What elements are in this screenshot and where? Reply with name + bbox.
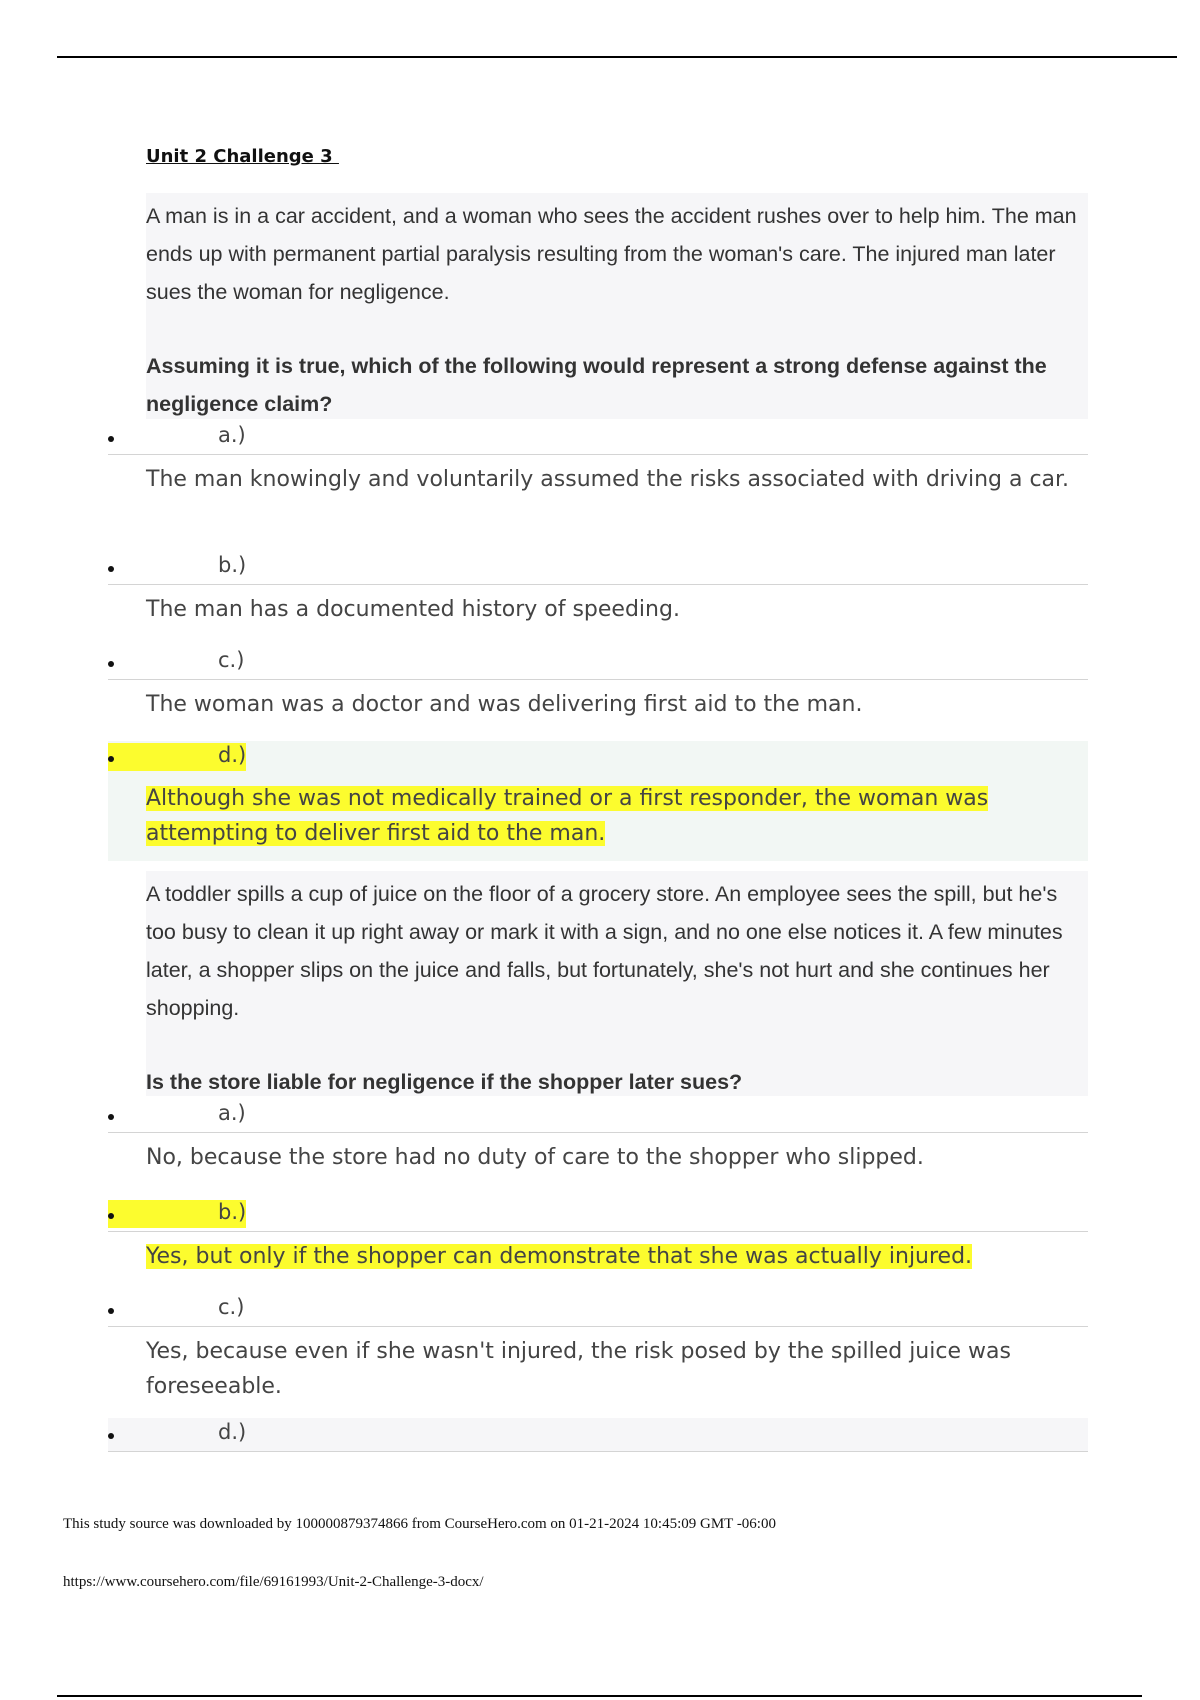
bullet-icon [108,1114,114,1120]
question-2-option-a[interactable] [108,1099,1088,1175]
option-text: The woman was a doctor and was delivering first aid to the man. [146,692,863,717]
option-letter: a.) [218,1101,246,1125]
question-2-option-c[interactable] [108,1293,1088,1404]
bullet-icon [108,661,114,667]
option-letter: b.) [218,553,247,577]
question-2-option-d[interactable] [108,1418,1088,1452]
option-letter: d.) [218,743,247,767]
source-url: https://www.coursehero.com/file/69161993/Unit-2-Challenge-3-docx/ [63,1574,484,1590]
question-1-option-b[interactable] [108,551,1088,627]
option-letter: c.) [218,648,245,672]
option-letter: a.) [218,423,246,447]
document-title: Unit 2 Challenge 3 [146,146,339,167]
bullet-icon [108,1213,114,1219]
bullet-icon [108,756,114,762]
option-text: Although she was not medically trained or a first responder, the woman was attempting to deliver first aid to the man. [146,786,989,846]
download-note: This study source was downloaded by 100000879374866 from CourseHero.com on 01-21-2024 10:45:09 GMT -06:00 [63,1516,776,1532]
question-1-option-a[interactable] [108,421,1088,497]
option-letter: c.) [218,1295,245,1319]
question-1-scenario: A man is in a car accident, and a woman who sees the accident rushes over to help him. The man ends up with permanent partial paralysis resulting from the woman's care. The injured man later sues the woman for negligence. [146,204,1077,304]
question-1-block [146,193,1088,419]
question-1-prompt: Assuming it is true, which of the following would represent a strong defense against the negligence claim? [146,354,1047,416]
question-2-option-b-correct[interactable] [108,1198,1088,1274]
question-1-option-d-correct[interactable] [108,741,1088,861]
top-rule [57,56,1177,58]
bullet-icon [108,1308,114,1314]
option-text: The man has a documented history of speeding. [146,597,680,622]
question-2-prompt: Is the store liable for negligence if the shopper later sues? [146,1070,743,1094]
bullet-icon [108,566,114,572]
bullet-icon [108,1433,114,1439]
bottom-rule [57,1695,1142,1697]
option-letter: b.) [218,1200,247,1224]
option-letter: d.) [218,1420,247,1444]
question-2-scenario: A toddler spills a cup of juice on the floor of a grocery store. An employee sees the spill, but he's too busy to clean it up right away or mark it with a sign, and no one else notices it. A few minutes later, a shopper slips on the juice and falls, but fortunately, she's not hurt and she continues her shopping. [146,882,1063,1020]
bullet-icon [108,436,114,442]
option-text: The man knowingly and voluntarily assumed the risks associated with driving a car. [146,467,1070,492]
option-text: No, because the store had no duty of care to the shopper who slipped. [146,1145,924,1170]
option-text: Yes, because even if she wasn't injured, the risk posed by the spilled juice was foreseeable. [146,1339,1011,1399]
option-text: Yes, but only if the shopper can demonstrate that she was actually injured. [146,1244,973,1269]
question-1-option-c[interactable] [108,646,1088,722]
question-2-block [146,871,1088,1096]
